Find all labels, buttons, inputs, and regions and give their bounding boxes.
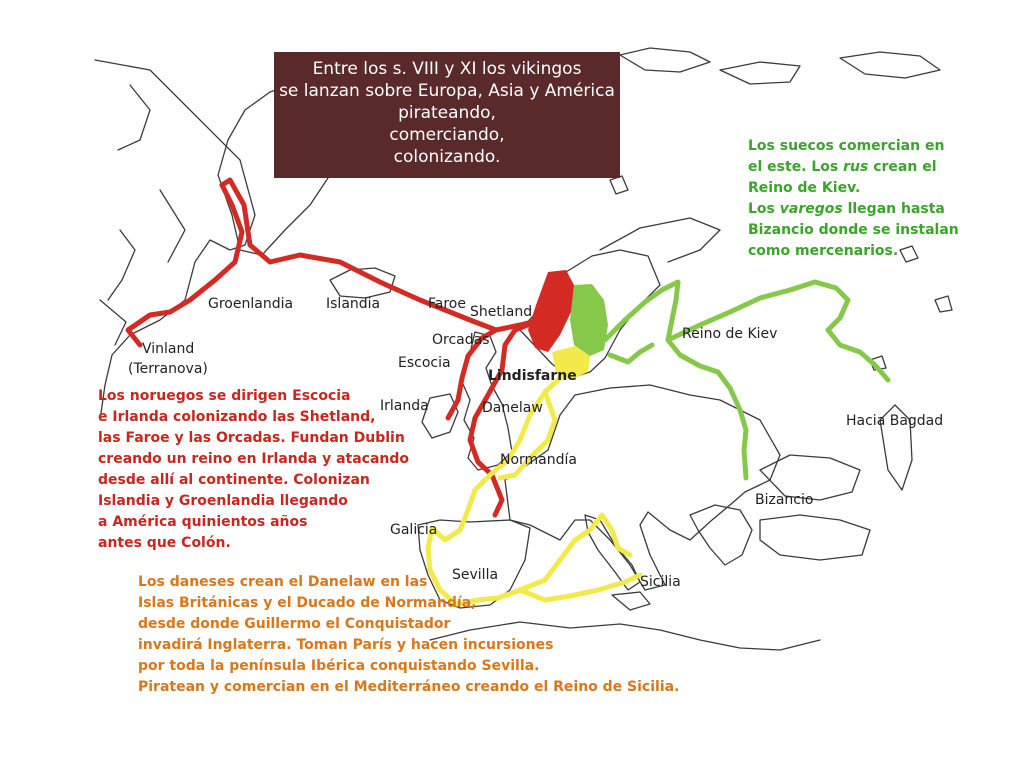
note-danes-line-1: Los daneses crean el Danelaw en las [138, 574, 428, 590]
place-bizancio: Bizancio [755, 492, 814, 508]
place-irlanda: Irlanda [380, 398, 429, 414]
note-danes [138, 572, 679, 698]
note-swedes-line-6: como mercenarios. [748, 243, 899, 259]
note-danes-line-2: Islas Británicas y el Ducado de Normandía, [138, 595, 477, 611]
place-sicilia: Sicilia [640, 574, 681, 590]
place-faroe: Faroe [428, 296, 466, 312]
place-reino-kiev: Reino de Kiev [682, 326, 778, 342]
coast-anatolia [760, 515, 870, 560]
note-swedes-line-5: Bizancio donde se instalan [748, 222, 959, 238]
place-groenlandia: Groenlandia [208, 296, 294, 312]
place-hacia-bagdad: Hacia Bagdad [846, 413, 944, 429]
region-norway [528, 270, 574, 352]
route-swedes-branch [610, 345, 652, 362]
route-swedes [605, 282, 746, 478]
place-danelaw: Danelaw [482, 400, 543, 416]
note-norwegians-line-8: antes que Colón. [98, 535, 231, 551]
note-norwegians-line-6: Islandia y Groenlandia llegando [98, 493, 348, 509]
place-vinland: Vinland [142, 341, 195, 357]
title-line-2: se lanzan sobre Europa, Asia y América [279, 81, 615, 101]
note-norwegians-line-3: las Faroe y las Orcadas. Fundan Dublin [98, 430, 405, 446]
scandinavia-regions [528, 270, 608, 380]
region-sweden [570, 284, 608, 356]
note-swedes-line-2: el este. Los rus crean el [748, 159, 937, 175]
note-danes-line-6: Piratean y comercian en el Mediterráneo creando el Reino de Sicilia. [138, 679, 680, 695]
title-line-5: colonizando. [393, 147, 501, 167]
note-danes-line-4: invadirá Inglaterra. Toman París y hacen incursiones [138, 637, 554, 653]
note-norwegians-line-4: creando un reino en Irlanda y atacando [98, 451, 410, 467]
title-box [274, 52, 620, 178]
title-line-4: comerciando, [389, 125, 505, 145]
note-swedes-line-1: Los suecos comercian en [748, 138, 945, 154]
note-danes-line-3: desde donde Guillermo el Conquistador [138, 616, 451, 632]
place-terranova: (Terranova) [128, 361, 208, 377]
place-lindisfarne: Lindisfarne [488, 368, 577, 384]
title-line-3: pirateando, [398, 103, 496, 123]
note-norwegians-line-5: desde allí al continente. Colonizan [98, 472, 370, 488]
note-norwegians [98, 386, 409, 554]
place-sevilla: Sevilla [452, 567, 499, 583]
place-normandia: Normandía [500, 452, 577, 468]
place-orcadas: Orcadas [432, 332, 490, 348]
note-swedes-line-3: Reino de Kiev. [748, 180, 861, 196]
coast-balkans [690, 505, 752, 565]
note-norwegians-line-2: e Irlanda colonizando las Shetland, [98, 409, 376, 425]
note-danes-line-5: por toda la península Ibérica conquistando Sevilla. [138, 658, 540, 674]
note-norwegians-line-7: a América quinientos años [98, 514, 308, 530]
note-swedes [748, 136, 959, 262]
note-swedes-line-4: Los varegos llegan hasta [748, 201, 945, 217]
place-escocia: Escocia [398, 355, 451, 371]
coast-europe [505, 385, 780, 590]
coast-arctic [620, 48, 940, 84]
place-shetland: Shetland [470, 304, 533, 320]
place-galicia: Galicia [390, 522, 438, 538]
place-islandia: Islandia [326, 296, 381, 312]
note-norwegians-line-1: Los noruegos se dirigen Escocia [98, 388, 351, 404]
title-line-1: Entre los s. VIII y XI los vikingos [312, 59, 582, 79]
